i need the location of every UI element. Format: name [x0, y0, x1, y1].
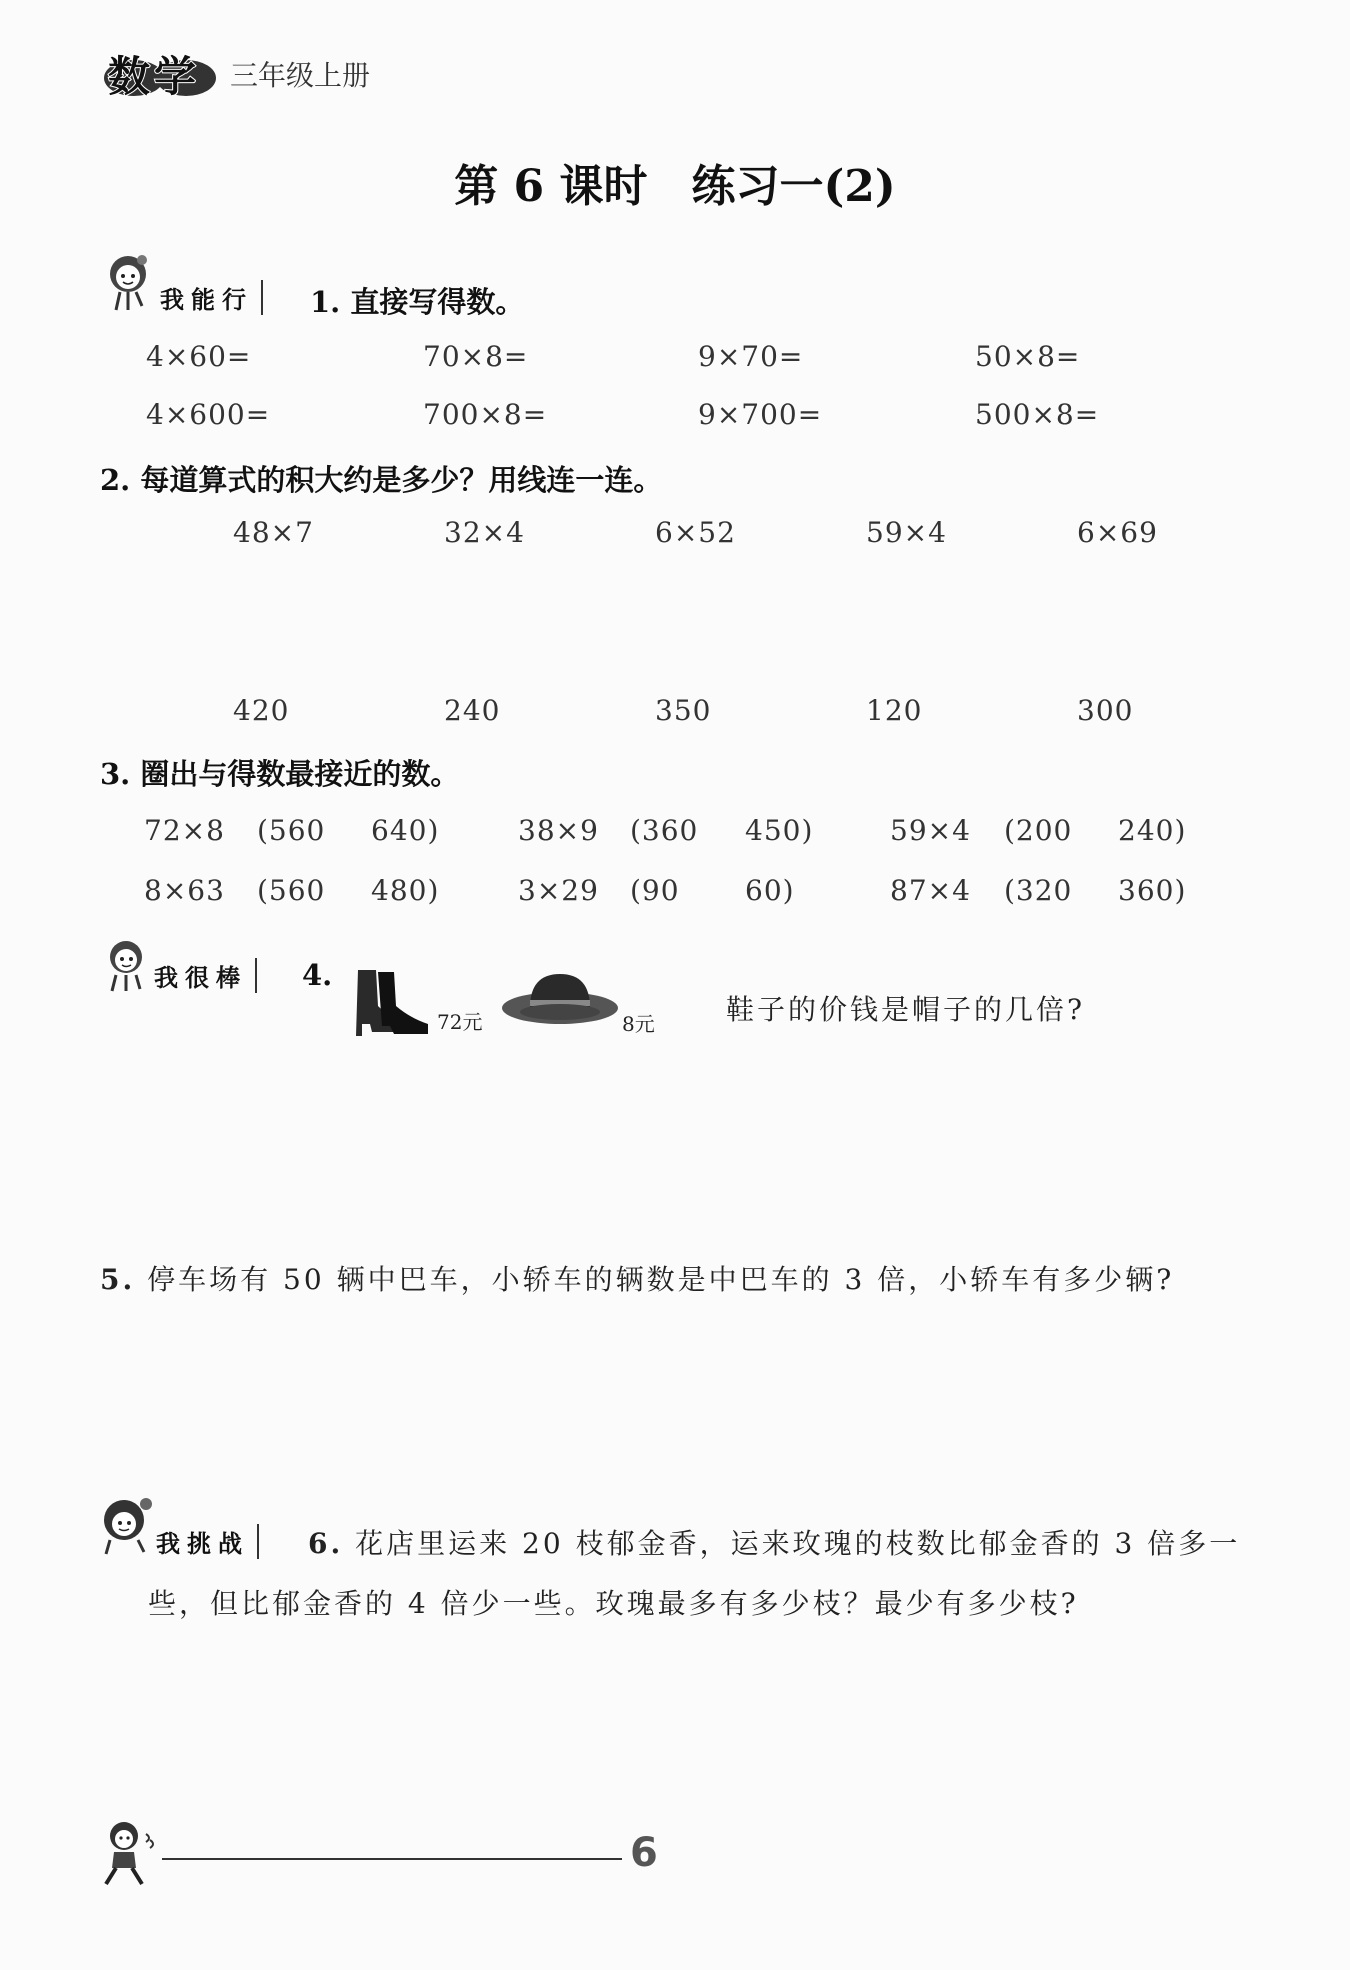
q3-expr: 3×29: [518, 874, 599, 907]
q1-expr: 4×60=: [146, 340, 252, 373]
q6-text-line1: 花店里运来 20 枝郁金香，运来玫瑰的枝数比郁金香的 3 倍多一: [355, 1527, 1241, 1560]
q3-expr: 38×9: [518, 814, 599, 847]
running-kid-icon: [96, 1818, 162, 1890]
q2-expr: 48×7: [233, 516, 314, 549]
section-tag-challenge: 我挑战: [156, 1524, 259, 1559]
q1-expr: 9×70=: [698, 340, 804, 373]
q6-text-line2: 些，但比郁金香的 4 倍少一些。玫瑰最多有多少枝？最少有多少枝?: [148, 1587, 1079, 1620]
q4-number: [302, 958, 332, 992]
q3-option: (90: [630, 874, 680, 907]
q2-heading: [100, 458, 662, 499]
q3-option: 640): [371, 814, 440, 847]
q3-text: 圈出与得数最接近的数。: [140, 757, 460, 791]
q2-expr: 59×4: [866, 516, 947, 549]
q3-expr: 72×8: [144, 814, 225, 847]
q3-option: (360: [630, 814, 699, 847]
q2-answer: 420: [233, 694, 290, 727]
girl-mascot-icon: [100, 935, 156, 993]
q3-option: (200: [1004, 814, 1073, 847]
q3-option: 60): [745, 874, 795, 907]
q1-number: 1.: [310, 285, 341, 319]
q3-option: (320: [1004, 874, 1073, 907]
q3-option: (560: [257, 874, 326, 907]
shoes-price: 72元: [437, 1010, 483, 1034]
section-tag-basic: 我能行: [160, 280, 263, 315]
q2-answer: 350: [655, 694, 712, 727]
q2-expr: 6×52: [655, 516, 736, 549]
page-number: 6: [630, 1830, 658, 1876]
q2-answer: 240: [444, 694, 501, 727]
q3-expr: 59×4: [890, 814, 971, 847]
footer-rule: [162, 1858, 622, 1860]
q3-heading: [100, 752, 459, 793]
q3-option: 480): [371, 874, 440, 907]
q2-text: 每道算式的积大约是多少？用线连一连。: [140, 463, 663, 497]
q5-number: 5.: [100, 1263, 136, 1296]
q3-expr: 8×63: [144, 874, 225, 907]
q2-answer: 300: [1077, 694, 1134, 727]
q1-heading: [310, 280, 524, 321]
lesson-title: 第 6 课时 练习一(2): [454, 161, 896, 212]
boy-mascot-icon: [98, 1496, 156, 1556]
hat-price: 8元: [622, 1012, 655, 1036]
q1-expr: 70×8=: [423, 340, 529, 373]
q4-text: 鞋子的价钱是帽子的几倍?: [726, 993, 1086, 1026]
girl-mascot-icon: [98, 250, 160, 312]
section-tag-good: 我很棒: [154, 958, 257, 993]
q2-expr: 6×69: [1077, 516, 1158, 549]
q6-number: 6.: [308, 1527, 344, 1560]
q1-expr: 700×8=: [423, 398, 548, 431]
q3-option: 450): [745, 814, 814, 847]
q3-number: 3.: [100, 757, 131, 791]
q1-expr: 50×8=: [975, 340, 1081, 373]
q6-line1: [308, 1522, 1240, 1562]
q2-number: 2.: [100, 463, 131, 497]
q1-text: 直接写得数。: [350, 285, 525, 319]
boots-icon: [350, 966, 434, 1038]
q1-expr: 9×700=: [698, 398, 823, 431]
q1-expr: 4×600=: [146, 398, 271, 431]
q5-heading: [100, 1258, 1174, 1298]
q3-option: (560: [257, 814, 326, 847]
hat-icon: [500, 968, 620, 1030]
q4-num-text: 4.: [302, 958, 333, 992]
q5-text: 停车场有 50 辆中巴车，小轿车的辆数是中巴车的 3 倍，小轿车有多少辆?: [147, 1263, 1175, 1296]
subject-title: 数学: [108, 52, 201, 101]
q3-option: 240): [1118, 814, 1187, 847]
q3-option: 360): [1118, 874, 1187, 907]
q3-expr: 87×4: [890, 874, 971, 907]
grade-label: 三年级上册: [230, 59, 371, 92]
q2-answer: 120: [866, 694, 923, 727]
q1-expr: 500×8=: [975, 398, 1100, 431]
q2-expr: 32×4: [444, 516, 525, 549]
